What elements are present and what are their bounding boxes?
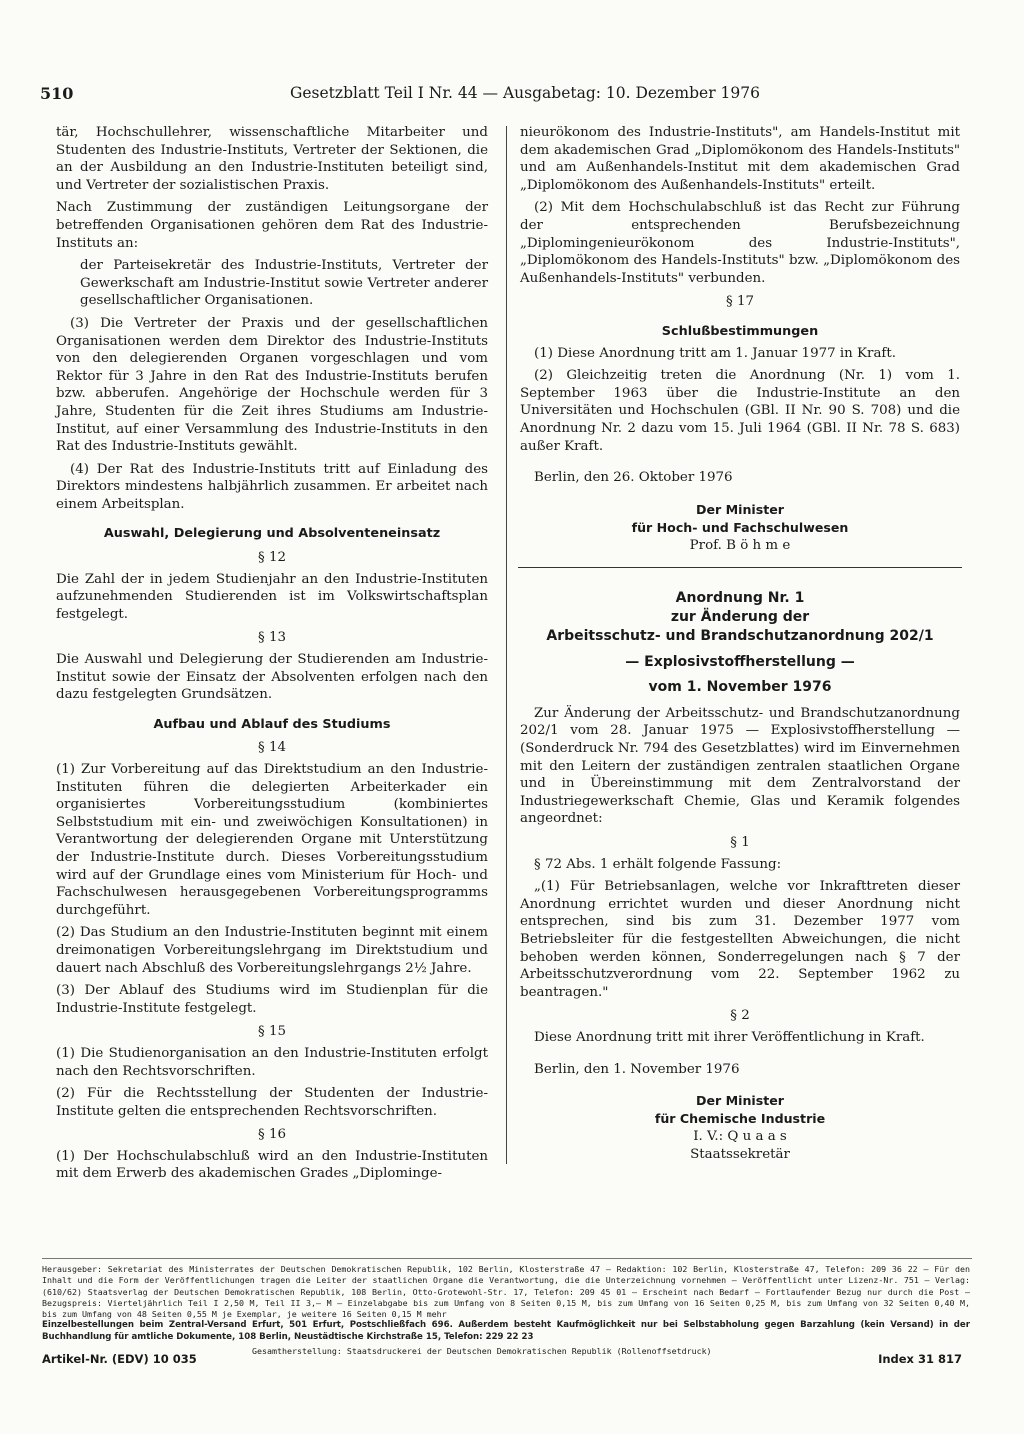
- bleed-through-stamp: [230, 1384, 790, 1424]
- section-heading: Auswahl, Delegierung und Absolventeneinsatz: [103, 526, 441, 542]
- order-title: [520, 589, 960, 646]
- orders-text: Einzelbestellungen beim Zentral-Versand Erfurt, 501 Erfurt, Postschließfach 696. Außerdem besteht Kaufmöglichkeit nur bei Selbstabholung gegen Barzahlung (kein Versand) in der Buchhandlung für amtliche Dokumente, 108 Berlin, Neustädtische Kirchstraße 15, Telefon: 229 22 23: [42, 1320, 970, 1342]
- section-heading: Schlußbestimmungen: [661, 323, 819, 339]
- paragraph-number: § 13: [258, 630, 286, 646]
- paragraph: tär, Hochschullehrer, wissenschaftliche Mitarbeiter und Studenten des Industrie-Instituts, Vertreter der Sektionen, die an der Ausbildung an den Industrie-Instituten beteiligt sind, und Vertreter der sozialistischen Praxis.: [56, 125, 488, 193]
- column-divider: [506, 126, 507, 1164]
- page-header-title: Gesetzblatt Teil I Nr. 44 — Ausgabetag: 10. Dezember 1976: [290, 84, 761, 102]
- signature-role: Staatssekretär: [690, 1147, 790, 1163]
- imprint-footer: [42, 1264, 970, 1343]
- footer-bottom: [42, 1346, 972, 1372]
- paragraph: (2) Mit dem Hochschulabschluß ist das Recht zur Führung der entsprechenden Berufsbezeichnung „Diplomingenieurökonom des Industrie-Instituts", „Diplomökonom des Handels-Instituts" bzw. „Diplomökonom des Außenhandels-Instituts" verbunden.: [520, 200, 960, 286]
- print-note: Gesamtherstellung: Staatsdruckerei der Deutschen Demokratischen Republik (Rollenoffsetdruck): [252, 1346, 712, 1356]
- right-column: [520, 124, 960, 1164]
- paragraph: der Parteisekretär des Industrie-Instituts, Vertreter der Gewerkschaft am Industrie-Institut sowie Vertreter anderer gesellschaftlicher Organisationen.: [80, 258, 488, 309]
- left-column: [56, 124, 488, 1188]
- signature-ministry: für Chemische Industrie: [654, 1111, 826, 1127]
- order-title-line: Anordnung Nr. 1: [675, 589, 805, 606]
- place-date: Berlin, den 26. Oktober 1976: [534, 470, 733, 486]
- paragraph: (2) Für die Rechtsstellung der Studenten der Industrie-Institute gelten die entsprechenden Rechtsvorschriften.: [56, 1086, 488, 1119]
- index-number: Index 31 817: [878, 1352, 962, 1366]
- paragraph: (3) Die Vertreter der Praxis und der gesellschaftlichen Organisationen werden dem Direktor des Industrie-Instituts von den delegierenden Organen vorgeschlagen und vom Rektor für 3 Jahre in den Rat des Industrie-Instituts berufen bzw. abberufen. Angehörige der Hochschule werden für 3 Jahre, Studenten für die Zeit ihres Studiums am Industrie-Institut, auf einer Versammlung des Industrie-Instituts in den Rat des Industrie-Instituts gewählt.: [56, 315, 488, 455]
- imprint-text: Herausgeber: Sekretariat des Ministerrates der Deutschen Demokratischen Republik, 102 Berlin, Klosterstraße 47 — Redaktion: 102 Berlin, Klosterstraße 47, Telefon: 209 36 22 — Für den Inhalt und die Form der Veröffentlichungen tragen die Leiter der staatlichen Organe die Verantwortung, die die Unterzeichnung vornehmen — Veröffentlicht unter Lizenz-Nr. 751 — Verlag: (610/62) Staatsverlag der Deutschen Demokratischen Republik, 108 Berlin, Otto-Grotewohl-Str. 17, Telefon: 209 45 01 — Erscheint nach Bedarf — Fortlaufender Bezug nur durch die Post — Bezugspreis: Vierteljährlich Teil I 2,50 M, Teil II 3,— M — Einzelabgabe bis zum Umfang von 8 Seiten 0,15 M, bis zum Umfang von 16 Seiten 0,25 M, bis zum Umfang von 32 Seiten 0,40 M, bis zum Umfang von 48 Seiten 0,55 M je Exemplar, je weitere 16 Seiten 0,15 M mehr: [42, 1264, 970, 1320]
- paragraph: Diese Anordnung tritt mit ihrer Veröffentlichung in Kraft.: [534, 1029, 925, 1045]
- order-subtitle: — Explosivstoffherstellung —: [625, 653, 855, 670]
- article-number: Artikel-Nr. (EDV) 10 035: [42, 1352, 197, 1366]
- paragraph-number: § 14: [258, 740, 286, 756]
- section-divider: [518, 567, 962, 568]
- signature-title: Der Minister: [696, 1093, 784, 1109]
- paragraph: nieurökonom des Industrie-Instituts", am Handels-Institut mit dem akademischen Grad „Diplomökonom des Handels-Instituts" und am Außenhandels-Institut mit dem akademischen Grad „Diplomökonom des Außenhandels-Instituts" erteilt.: [520, 125, 960, 193]
- order-title-line: zur Änderung der: [670, 608, 810, 625]
- place-date: Berlin, den 1. November 1976: [534, 1061, 740, 1077]
- paragraph: (3) Der Ablauf des Studiums wird im Studienplan für die Industrie-Institute festgelegt.: [56, 983, 488, 1016]
- paragraph: „(1) Für Betriebsanlagen, welche vor Inkrafttreten dieser Anordnung errichtet wurden und dieser Anordnung nicht entsprechen, sind bis zum 31. Dezember 1977 vom Betriebsleiter für die festgestellten Abweichungen, die nicht behoben werden können, Sonderregelungen nach § 7 der Arbeitsschutzverordnung vom 22. September 1962 zu beantragen.": [520, 879, 960, 1000]
- paragraph-number: § 16: [258, 1127, 286, 1143]
- paragraph-number: § 2: [730, 1008, 750, 1024]
- paragraph-number: § 12: [258, 550, 286, 566]
- page-number: 510: [40, 84, 74, 103]
- paragraph: (1) Zur Vorbereitung auf das Direktstudium an den Industrie-Instituten führen die delegierten Arbeiterkader ein organisiertes Vorbereitungsstudium (kombiniertes Selbststudium mit ein- und zweiwöchigen Konsultationen) in Verantwortung der delegierenden Organe mit Unterstützung der Industrie-Institute durch. Dieses Vorbereitungsstudium wird auf der Grundlage eines vom Ministerium für Hoch- und Fachschulwesen herausgegebenen Vorbereitungsprogramms durchgeführt.: [56, 762, 488, 918]
- section-heading: Aufbau und Ablauf des Studiums: [153, 716, 391, 732]
- paragraph: Die Zahl der in jedem Studienjahr an den Industrie-Instituten aufzunehmenden Studierenden ist im Volkswirtschaftsplan festgelegt.: [56, 571, 488, 622]
- paragraph: (4) Der Rat des Industrie-Instituts tritt auf Einladung des Direktors mindestens halbjährlich zusammen. Er arbeitet nach einem Arbeitsplan.: [56, 461, 488, 512]
- paragraph-number: § 1: [730, 835, 750, 851]
- signature-title: Der Minister: [696, 501, 784, 517]
- signature-ministry: für Hoch- und Fachschulwesen: [631, 519, 849, 535]
- paragraph: § 72 Abs. 1 erhält folgende Fassung:: [534, 856, 782, 872]
- paragraph: Die Auswahl und Delegierung der Studierenden am Industrie-Institut sowie der Einsatz der Absolventen erfolgen nach den dazu festgelegten Grundsätzen.: [56, 652, 488, 703]
- signature-name: Prof. B ö h m e: [689, 537, 791, 553]
- order-title-line: Arbeitsschutz- und Brandschutzanordnung 202/1: [546, 627, 934, 644]
- paragraph: Nach Zustimmung der zuständigen Leitungsorgane der betreffenden Organisationen gehören dem Rat des Industrie-Instituts an:: [56, 200, 488, 251]
- footer-divider: [42, 1258, 972, 1259]
- signature-name: I. V.: Q u a a s: [693, 1129, 787, 1145]
- paragraph: (1) Der Hochschulabschluß wird an den Industrie-Instituten mit dem Erwerb des akademischen Grades „Diplominge-: [56, 1148, 488, 1182]
- paragraph: (1) Diese Anordnung tritt am 1. Januar 1977 in Kraft.: [534, 345, 897, 361]
- order-date: vom 1. November 1976: [648, 679, 832, 696]
- paragraph-number: § 15: [258, 1024, 286, 1040]
- paragraph: (1) Die Studienorganisation an den Industrie-Instituten erfolgt nach den Rechtsvorschriften.: [56, 1045, 488, 1079]
- paragraph: (2) Gleichzeitig treten die Anordnung (Nr. 1) vom 1. September 1963 über die Industrie-Institute an den Universitäten und Hochschulen (GBl. II Nr. 90 S. 708) und die Anordnung Nr. 2 dazu vom 15. Juli 1964 (GBl. II Nr. 78 S. 683) außer Kraft.: [520, 368, 960, 454]
- page-header: [40, 84, 780, 106]
- paragraph: (2) Das Studium an den Industrie-Instituten beginnt mit einem dreimonatigen Vorbereitungslehrgang im Direktstudium und dauert nach Abschluß des Vorbereitungslehrgangs 2½ Jahre.: [56, 925, 488, 976]
- paragraph: Zur Änderung der Arbeitsschutz- und Brandschutzanordnung 202/1 vom 28. Januar 1975 — Explosivstoffherstellung — (Sonderdruck Nr. 794 des Gesetzblattes) wird im Einvernehmen mit den Leitern der zuständigen zentralen staatlichen Organe und in Übereinstimmung mit dem Zentralvorstand der Industriegewerkschaft Chemie, Glas und Keramik folgendes angeordnet:: [520, 705, 960, 827]
- paragraph-number: § 17: [726, 294, 754, 310]
